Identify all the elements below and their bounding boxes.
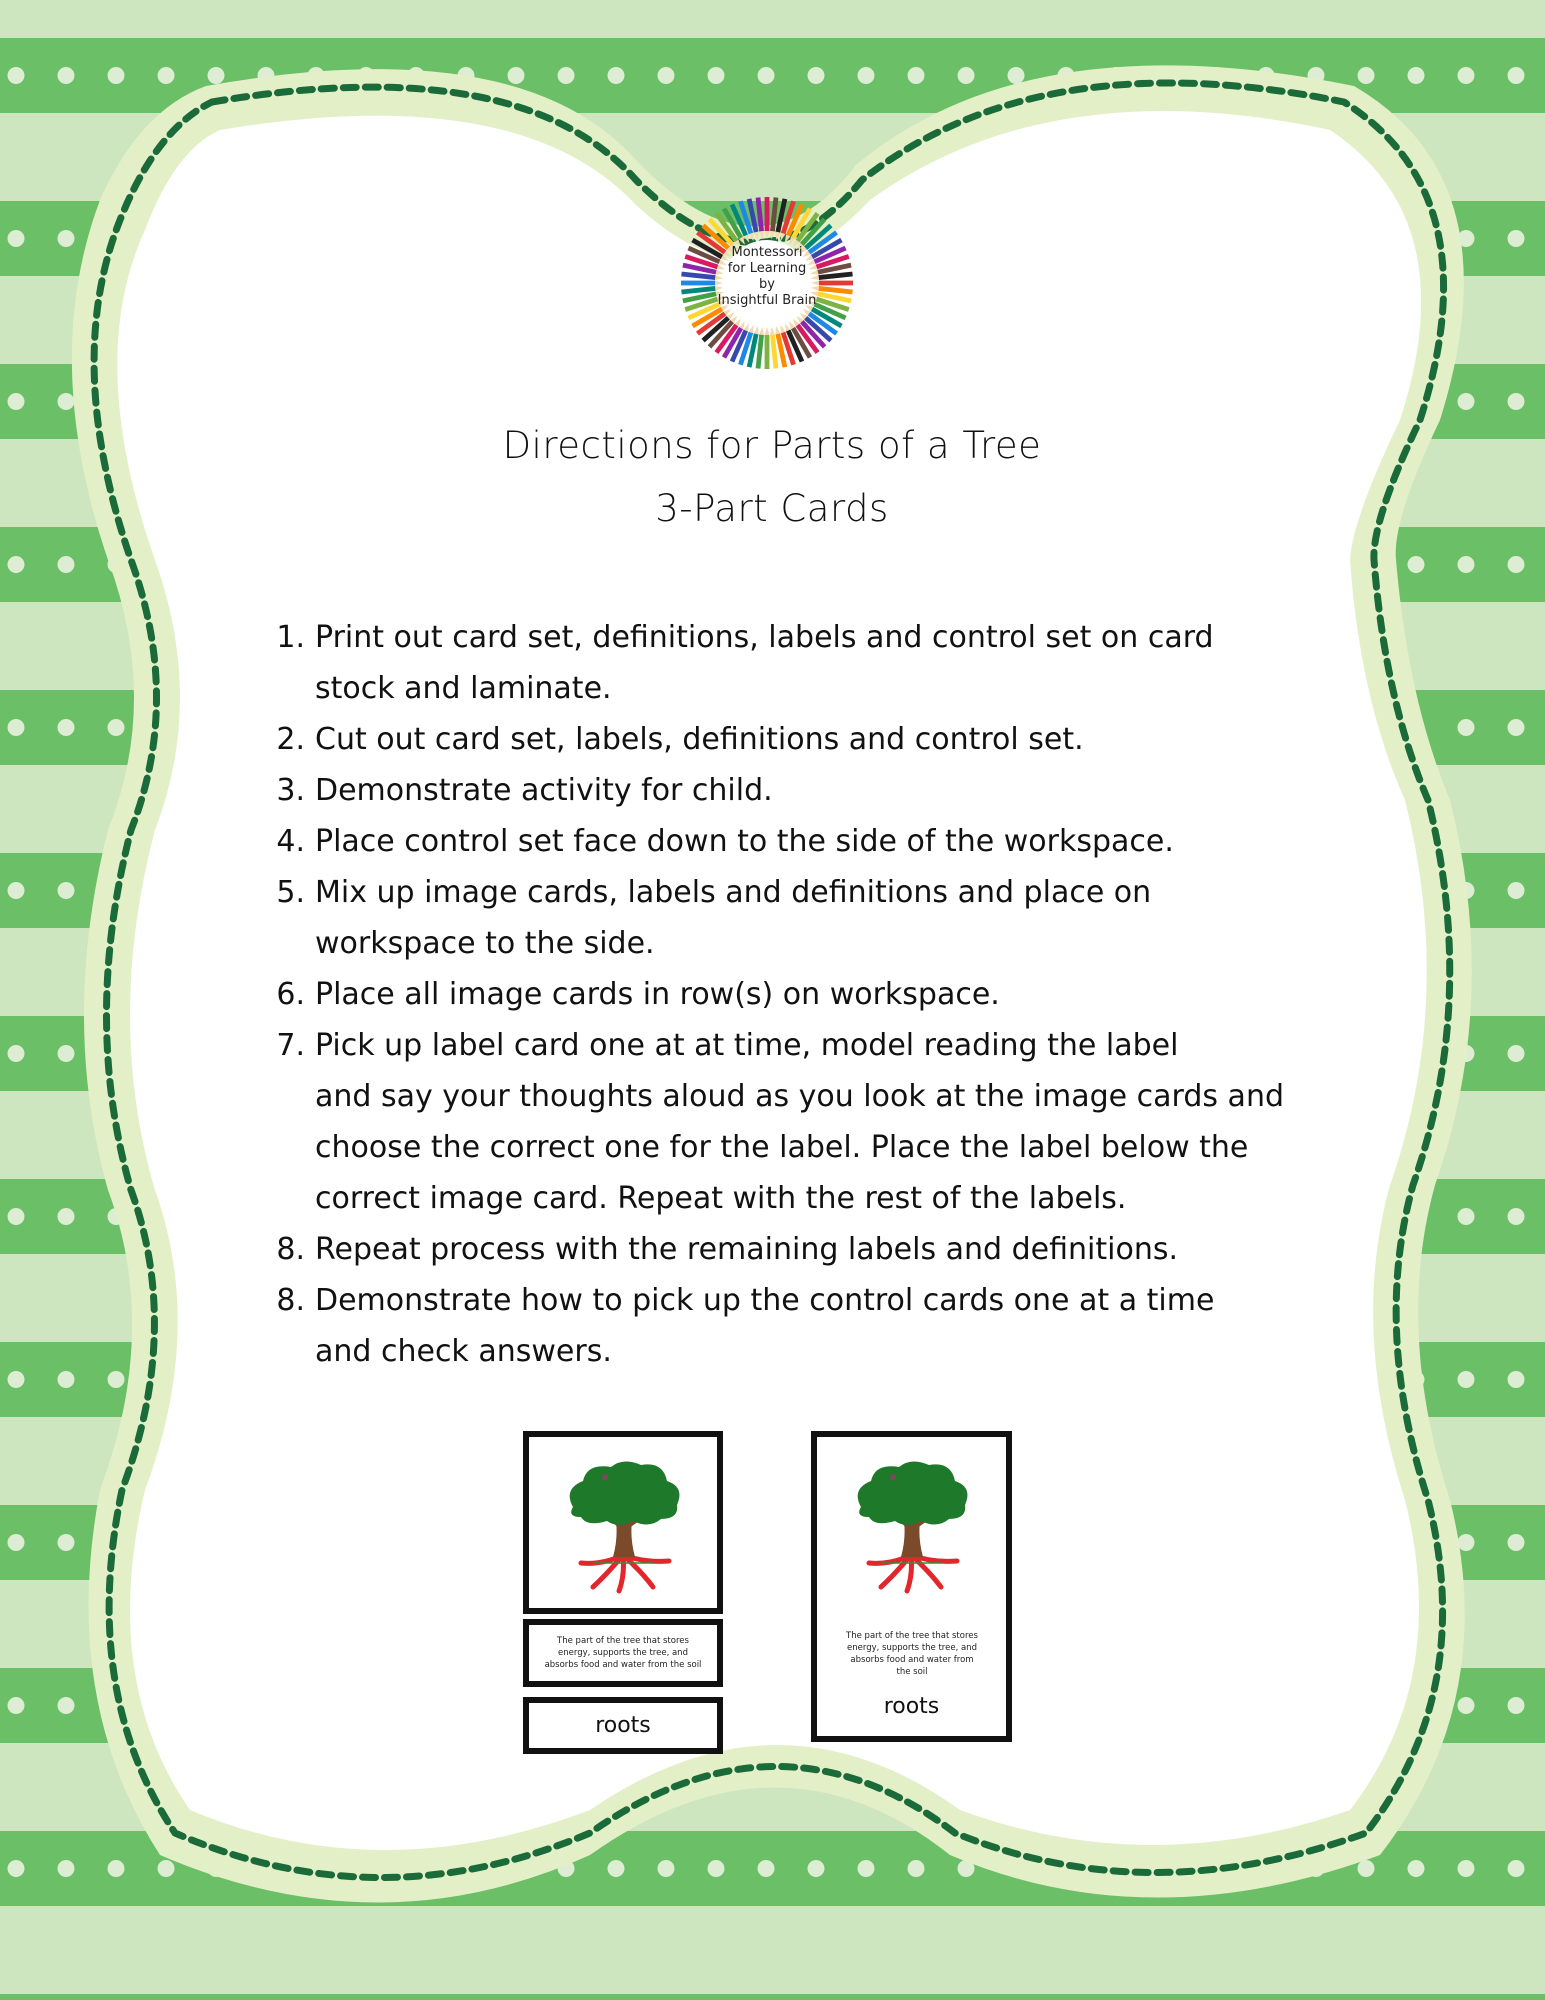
page-title xyxy=(372,414,1172,540)
step-text: Place control set face down to the side of the workspace. xyxy=(315,824,1174,859)
direction-step xyxy=(270,816,1320,867)
direction-step xyxy=(270,867,1320,969)
logo-line: by xyxy=(759,277,775,292)
direction-step xyxy=(270,1224,1320,1275)
direction-step xyxy=(270,765,1320,816)
logo-line: Insightful Brain xyxy=(717,293,817,308)
direction-step xyxy=(270,714,1320,765)
step-text: Demonstrate how to pick up the control cards one at a time and check answers. xyxy=(315,1283,1215,1369)
step-text: Cut out card set, labels, definitions and control set. xyxy=(315,722,1084,757)
title-line-2: 3-Part Cards xyxy=(655,487,889,530)
step-text: Demonstrate activity for child. xyxy=(315,773,773,808)
definition-text: The part of the tree that stores energy, supports the tree, and absorbs food and water from the soil xyxy=(544,1636,702,1670)
logo-line: Montessori xyxy=(731,245,803,260)
picture-card xyxy=(523,1431,723,1614)
step-number: 3. xyxy=(276,773,305,808)
step-number: 8. xyxy=(276,1232,305,1267)
logo-text xyxy=(710,245,824,309)
direction-step xyxy=(270,969,1320,1020)
step-text: Pick up label card one at at time, model reading the label and say your thoughts aloud as you look at the image cards and choose the correct one for the label. Place the label below the correct image card. Repeat with the rest of the labels. xyxy=(315,1028,1284,1216)
direction-step xyxy=(270,1275,1320,1377)
label-card xyxy=(523,1697,723,1754)
label-text: roots xyxy=(883,1694,940,1719)
step-number: 1. xyxy=(276,620,305,655)
logo-line: for Learning xyxy=(727,261,807,276)
direction-step xyxy=(270,612,1320,714)
title-line-1: Directions for Parts of a Tree xyxy=(502,424,1042,467)
directions-list xyxy=(270,612,1320,1377)
step-number: 8. xyxy=(276,1283,305,1318)
step-text: Print out card set, definitions, labels and control set on card stock and laminate. xyxy=(315,620,1214,706)
step-number: 5. xyxy=(276,875,305,910)
step-text: Place all image cards in row(s) on workspace. xyxy=(315,977,1000,1012)
step-number: 6. xyxy=(276,977,305,1012)
tree-roots-icon xyxy=(841,1445,981,1605)
step-text: Repeat process with the remaining labels and definitions. xyxy=(315,1232,1178,1267)
step-number: 2. xyxy=(276,722,305,757)
control-card xyxy=(811,1431,1012,1742)
tree-roots-icon xyxy=(553,1445,693,1605)
definition-card xyxy=(523,1619,723,1687)
step-number: 4. xyxy=(276,824,305,859)
direction-step xyxy=(270,1020,1320,1224)
label-text: roots xyxy=(595,1713,651,1738)
step-text: Mix up image cards, labels and definitions and place on workspace to the side. xyxy=(315,875,1152,961)
step-number: 7. xyxy=(276,1028,305,1063)
definition-text: The part of the tree that stores energy, supports the tree, and absorbs food and water from the soil xyxy=(846,1631,978,1677)
